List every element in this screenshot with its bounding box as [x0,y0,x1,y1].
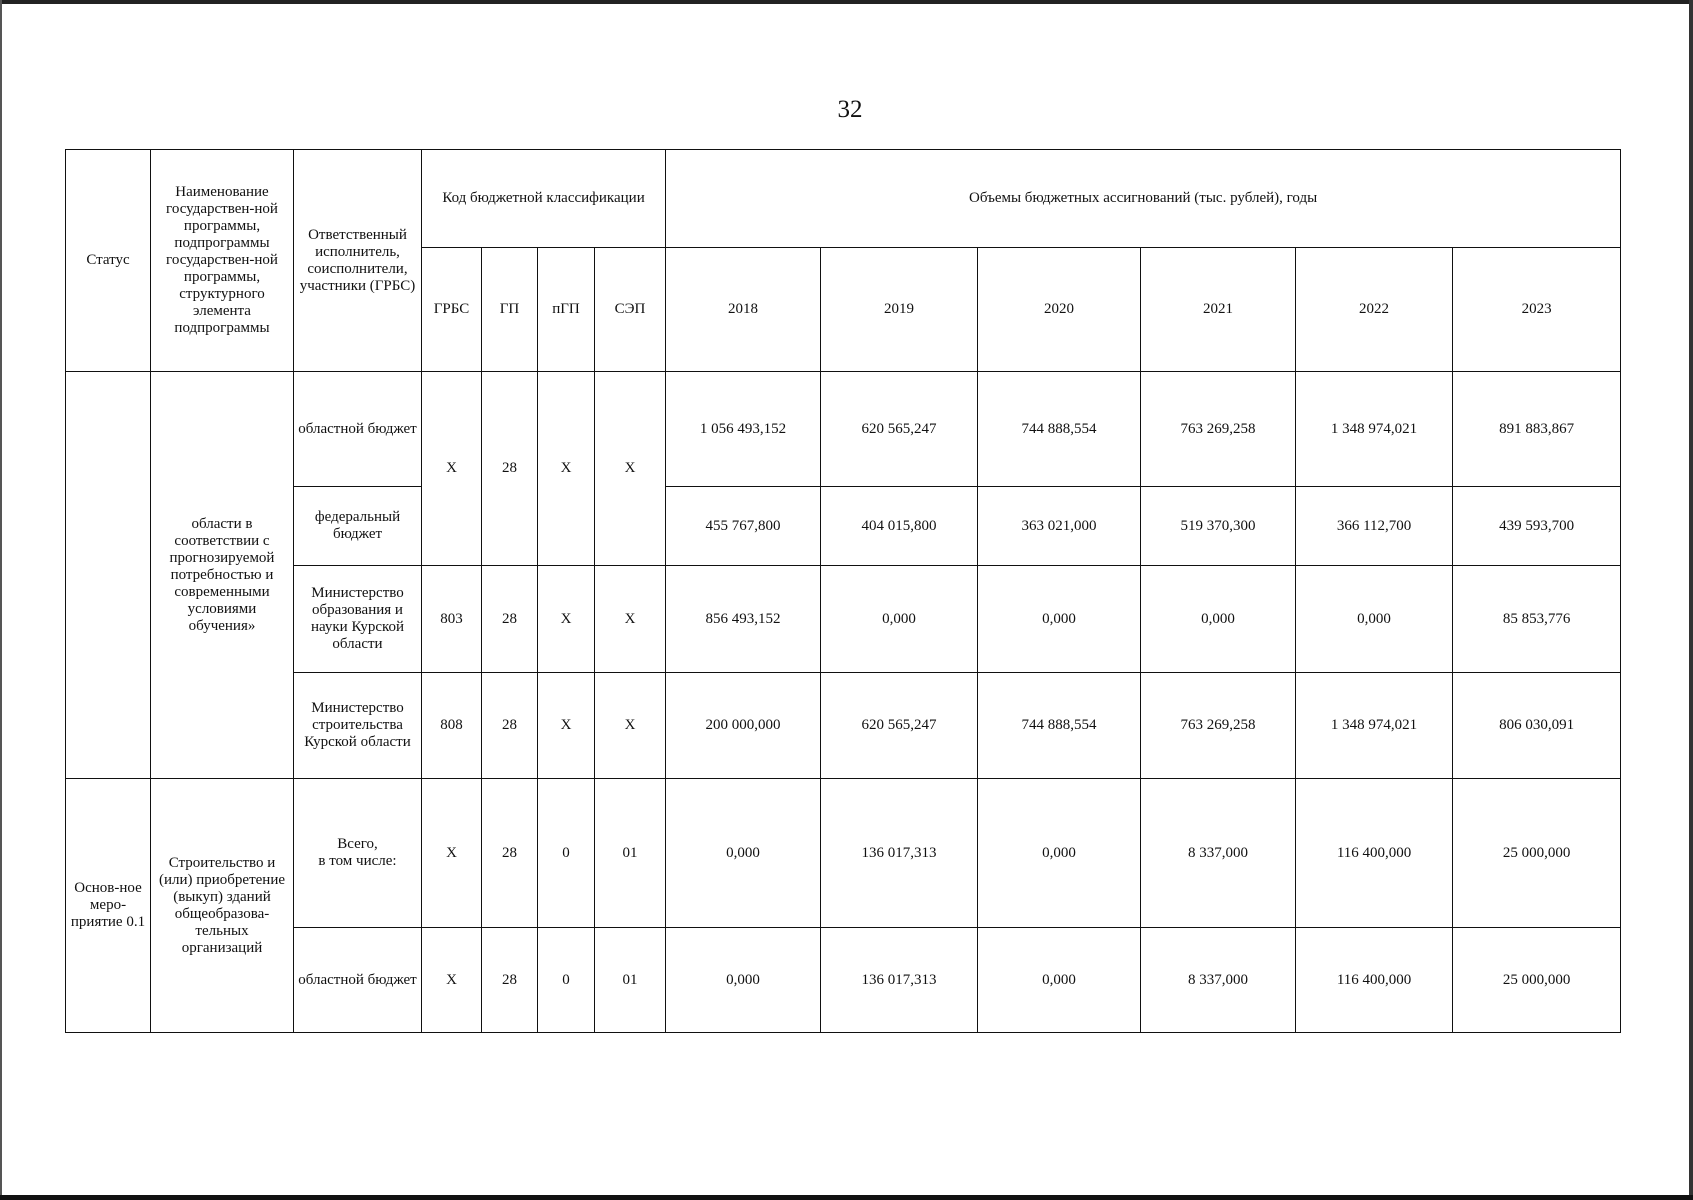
value-2018: 856 493,152 [666,566,821,673]
budget-allocation-table [65,149,1621,1033]
value-2022: 366 112,700 [1296,487,1453,566]
value-2022: 116 400,000 [1296,779,1453,928]
code-grbs: Х [422,372,482,566]
code-sep: Х [595,372,666,566]
code-sep: Х [595,566,666,673]
row-label-total-line2: в том числе: [318,853,397,869]
value-2022: 0,000 [1296,566,1453,673]
value-2022: 116 400,000 [1296,928,1453,1033]
page-number: 32 [837,96,863,123]
value-2020: 0,000 [978,779,1141,928]
code-grbs: Х [422,779,482,928]
scan-edge-left [0,0,2,1200]
header-year-2021: 2021 [1141,248,1296,372]
value-2019: 136 017,313 [821,779,978,928]
scan-edge-right [1689,0,1693,1200]
value-2018: 1 056 493,152 [666,372,821,487]
header-year-2020: 2020 [978,248,1141,372]
value-2023: 25 000,000 [1453,928,1621,1033]
value-2023: 85 853,776 [1453,566,1621,673]
value-2021: 0,000 [1141,566,1296,673]
table-row [66,673,1621,779]
value-2021: 763 269,258 [1141,673,1296,779]
value-2023: 439 593,700 [1453,487,1621,566]
header-allocations: Объемы бюджетных ассигнований (тыс. рублей), годы [666,150,1621,248]
code-grbs: Х [422,928,482,1033]
header-year-2018: 2018 [666,248,821,372]
row-label: областной бюджет [294,928,422,1033]
value-2022: 1 348 974,021 [1296,673,1453,779]
value-2020: 744 888,554 [978,372,1141,487]
code-gp: 28 [482,673,538,779]
table-row [66,928,1621,1033]
scan-edge-top [0,0,1693,4]
value-2020: 0,000 [978,566,1141,673]
code-gp: 28 [482,779,538,928]
row-label: областной бюджет [294,372,422,487]
table-row [66,566,1621,673]
header-code-gp: ГП [482,248,538,372]
scan-edge-bottom [0,1195,1693,1200]
code-pgp: 0 [538,928,595,1033]
program-name-cell: области в соответствии с прогнозируемой потребностью и современными условиями обучения» [151,372,294,779]
value-2023: 25 000,000 [1453,779,1621,928]
header-row-1 [66,150,1621,248]
value-2021: 8 337,000 [1141,779,1296,928]
activity-name-cell: Строительство и (или) приобретение (выкуп) зданий общеобразова-тельных организаций [151,779,294,1033]
value-2020: 744 888,554 [978,673,1141,779]
value-2021: 519 370,300 [1141,487,1296,566]
value-2018: 455 767,800 [666,487,821,566]
value-2022: 1 348 974,021 [1296,372,1453,487]
row-label-total-line1: Всего, [337,836,378,852]
code-pgp: Х [538,673,595,779]
value-2020: 0,000 [978,928,1141,1033]
row-label-total [294,779,422,928]
table-row [66,372,1621,487]
row-label: Министерство образования и науки Курской области [294,566,422,673]
value-2021: 763 269,258 [1141,372,1296,487]
code-sep: 01 [595,928,666,1033]
value-2023: 891 883,867 [1453,372,1621,487]
header-year-2023: 2023 [1453,248,1621,372]
value-2018: 0,000 [666,779,821,928]
code-sep: Х [595,673,666,779]
value-2019: 620 565,247 [821,372,978,487]
code-pgp: 0 [538,779,595,928]
code-gp: 28 [482,566,538,673]
header-status: Статус [66,150,151,372]
value-2019: 620 565,247 [821,673,978,779]
header-budget-code: Код бюджетной классификации [422,150,666,248]
code-pgp: Х [538,372,595,566]
status-cell: Основ-ное меро-приятие 0.1 [66,779,151,1033]
header-year-2019: 2019 [821,248,978,372]
value-2018: 200 000,000 [666,673,821,779]
value-2021: 8 337,000 [1141,928,1296,1033]
code-grbs: 808 [422,673,482,779]
header-year-2022: 2022 [1296,248,1453,372]
code-gp: 28 [482,372,538,566]
row-label: Министерство строительства Курской области [294,673,422,779]
header-name: Наименование государствен-ной программы, подпрограммы государствен-ной программы, структурного элемента подпрограммы [151,150,294,372]
code-pgp: Х [538,566,595,673]
header-code-pgp: пГП [538,248,595,372]
value-2019: 404 015,800 [821,487,978,566]
header-responsible: Ответственный исполнитель, соисполнители, участники (ГРБС) [294,150,422,372]
value-2018: 0,000 [666,928,821,1033]
value-2023: 806 030,091 [1453,673,1621,779]
table-row [66,487,1621,566]
code-grbs: 803 [422,566,482,673]
header-code-sep: СЭП [595,248,666,372]
value-2019: 0,000 [821,566,978,673]
code-sep: 01 [595,779,666,928]
value-2019: 136 017,313 [821,928,978,1033]
table-row [66,779,1621,928]
header-code-grbs: ГРБС [422,248,482,372]
status-cell-empty [66,372,151,779]
code-gp: 28 [482,928,538,1033]
value-2020: 363 021,000 [978,487,1141,566]
row-label: федеральный бюджет [294,487,422,566]
